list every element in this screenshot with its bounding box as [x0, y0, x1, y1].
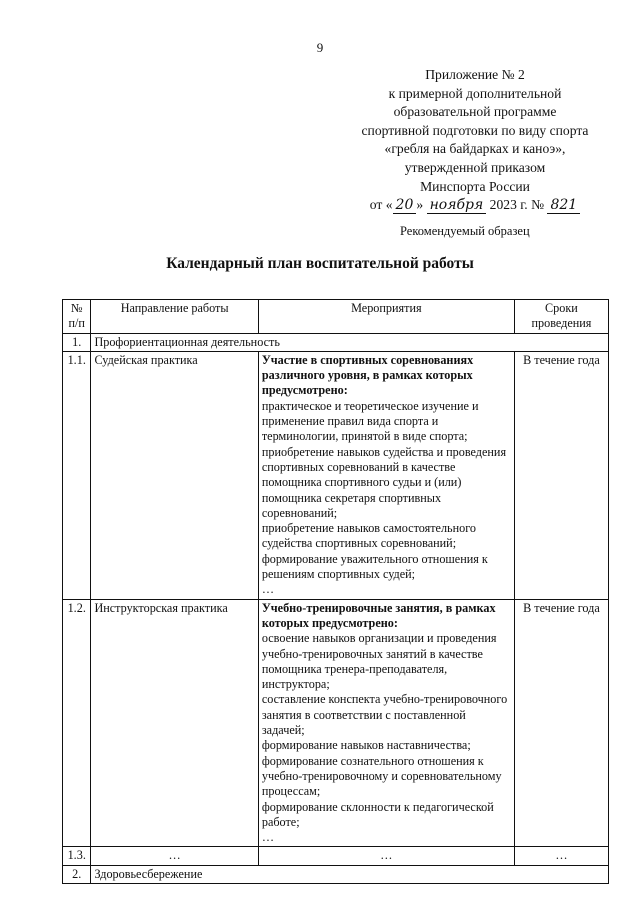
order-day: 20 — [393, 197, 417, 214]
row-direction: Судейская практика — [91, 351, 258, 599]
event-item: составление конспекта учебно-тренировочного занятия в соответствии с поставленной задачей; — [261, 692, 508, 738]
document-title: Календарный план воспитательной работы — [166, 255, 474, 272]
appendix-line: спортивной подготовки по виду спорта — [361, 122, 589, 138]
event-item: формирование склонности к педагогической работе; — [261, 799, 494, 829]
header-events: Мероприятия — [258, 300, 514, 334]
section-num: 2. — [63, 865, 91, 883]
order-mid: » — [416, 197, 424, 213]
row-num: 1.2. — [63, 599, 91, 847]
section-num: 1. — [63, 333, 91, 351]
row-terms: В течение года — [514, 351, 608, 599]
header-terms: Сроки проведения — [514, 300, 608, 334]
events-intro: Учебно-тренировочные занятия, в рамках которых предусмотрено: — [261, 600, 496, 630]
section-row — [63, 865, 609, 883]
row-terms: … — [514, 847, 608, 865]
event-item: приобретение навыков самостоятельного судейства спортивных соревнований; — [261, 521, 476, 551]
appendix-line: образовательной программе — [393, 104, 557, 120]
row-events — [258, 599, 514, 847]
row-num: 1.1. — [63, 351, 91, 599]
appendix-line: Минспорта России — [420, 178, 530, 194]
table-row — [63, 847, 609, 865]
event-item: … — [261, 830, 275, 845]
header-direction: Направление работы — [91, 300, 258, 334]
table-row — [63, 599, 609, 847]
row-direction: Инструкторская практика — [91, 599, 258, 847]
event-item: практическое и теоретическое изучение и применение правил вида спорта и терминологии, принятой в виде спорта; — [261, 398, 479, 444]
table-row — [63, 351, 609, 599]
order-date-line — [340, 196, 610, 215]
row-direction: … — [91, 847, 258, 865]
appendix-line: «гребля на байдарках и каноэ», — [384, 141, 566, 157]
section-row — [63, 333, 609, 351]
row-events — [258, 351, 514, 599]
appendix-line: Приложение № 2 — [425, 67, 525, 82]
appendix-line: утвержденной приказом — [404, 159, 546, 175]
table-header-row — [63, 300, 609, 334]
event-item: формирование сознательного отношения к учебно-тренировочному и соревновательному процессам; — [261, 753, 502, 799]
event-item: приобретение навыков судейства и проведения спортивных соревнований в качестве помощника спортивного судьи и (или) помощника секретаря спортивных соревнований; — [261, 444, 507, 520]
section-title: Здоровьесбережение — [91, 865, 609, 883]
plan-table — [62, 299, 609, 884]
event-item: формирование уважительного отношения к решениям спортивных судей; — [261, 551, 488, 582]
header-num: № п/п — [63, 300, 91, 334]
sample-label: Рекомендуемый образец — [400, 224, 530, 238]
appendix-header — [340, 66, 610, 215]
order-year: 2023 г. № — [489, 197, 545, 213]
row-num: 1.3. — [63, 847, 91, 865]
event-item: формирование навыков наставничества; — [261, 738, 471, 753]
events-intro: Участие в спортивных соревнованиях различного уровня, в рамках которых предусмотрено: — [261, 352, 474, 398]
order-month: ноября — [427, 197, 487, 214]
page-number: 9 — [316, 40, 324, 55]
section-title: Профориентационная деятельность — [91, 333, 609, 351]
order-number: 821 — [547, 197, 580, 214]
row-events: … — [258, 847, 514, 865]
row-terms: В течение года — [514, 599, 608, 847]
order-prefix: от « — [369, 197, 393, 213]
event-item: освоение навыков организации и проведения учебно-тренировочных занятий в качестве помощника тренера-преподавателя, инструктора; — [261, 631, 497, 692]
appendix-line: к примерной дополнительной — [388, 85, 562, 101]
event-item: … — [261, 582, 275, 597]
